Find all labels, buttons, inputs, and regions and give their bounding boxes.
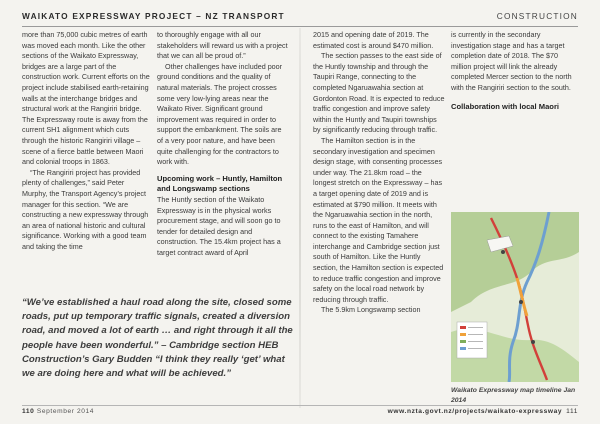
- paragraph: to thoroughly engage with all our stakeholders will reward us with a project that we can all be proud of.”: [157, 30, 288, 61]
- article-column-3: [313, 30, 445, 316]
- header-rule: [22, 26, 578, 27]
- paragraph: “The Rangiriri project has provided plenty of challenges,” said Peter Murphy, the Transport Agency’s project manager for this section. “We are constructing a new expressway through an area of national historic and cultural significance. Working with a good team and taking the time: [22, 167, 149, 251]
- paragraph: more than 75,000 cubic metres of earth was moved each month. Like the other sections of the Waikato Expressway, bridges are a large part of the construction work. Current efforts on the project include stabilised earth-retaining walls at the interchange bridges and structural work at the Rangiriri bridge. The Expressway route is away from the current SH1 alignment which cuts through the historic Rangiriri village – scene of a fierce battle between Maori and colonial troops in 1863.: [22, 30, 150, 167]
- subheading: Upcoming work – Huntly, Hamilton and Longswamp sections: [157, 173, 283, 194]
- pull-quote: “We’ve established a haul road along the site, closed some roads, put up temporary traffic signals, created a diversion road, and moved a lot of earth … and right through it all the people have been wonderful.” – Cambridge section HEB Construction’s Gary Budden “I think they really ‘get’ what we are doing here and what will be achieved.”: [22, 297, 293, 380]
- footer-left: [22, 408, 94, 415]
- paragraph: The Hamilton section is in the secondary investigation and specimen design stage, with consenting processes under way. The 21.8km road – the longest stretch on the Expressway – has a target opening date of 2019 and is estimated at $790 million. It meets with the Ngaruawahia section in the north, runs to the east of Hamilton, and will connect to the existing Tamahere interchange and Cambridge section just south of Hamilton. Like the Huntly section, the Hamilton section is expected to reduce traffic congestion and improve safety on the local road network by reducing through traffic.: [313, 135, 444, 304]
- map-town-marker: [531, 340, 535, 344]
- page-header: [22, 8, 578, 26]
- paragraph: The section passes to the east side of the Huntly township and through the Taupiri Range, connecting to the completed Ngaruawahia section at Gordonton Road. It is expected to reduce traffic congestion and improve safety within the Huntly and Taupiri townships by significantly reducing through traffic.: [313, 51, 445, 135]
- key-swatch: [460, 347, 466, 350]
- article-column-1: [22, 30, 151, 252]
- article-column-2: [157, 30, 289, 258]
- paragraph: The Huntly section of the Waikato Expressway is in the physical works procurement stage, and will soon go to tender for detailed design and construction. The 15.4km project has a target contract award of April: [157, 194, 281, 257]
- page-number-right: 111: [566, 408, 578, 415]
- article-column-4: [451, 30, 579, 112]
- paragraph: The 5.9km Longswamp section: [321, 305, 421, 315]
- footer-url: www.nzta.govt.nz/projects/waikato-expressway: [387, 408, 563, 415]
- issue-date: September 2014: [36, 408, 95, 415]
- paragraph: Other challenges have included poor ground conditions and the quality of natural materials. The project crosses some very low-lying areas near the Waikato River. Significant ground improvement was required in order to support the embankment. The soils are of a very poor nature, and have been quite challenging for the contractors to work with.: [157, 61, 283, 167]
- section-label: CONSTRUCTION: [496, 11, 578, 21]
- page-fold: [299, 28, 301, 408]
- expressway-map: [451, 212, 579, 382]
- map-town-marker: [519, 300, 523, 304]
- map-town-marker: [501, 250, 505, 254]
- publication-title: WAIKATO EXPRESSWAY PROJECT – NZ TRANSPORT: [22, 11, 285, 21]
- page-number-left: 110: [22, 408, 35, 415]
- paragraph: 2015 and opening date of 2019. The estimated cost is around $470 million.: [313, 30, 434, 50]
- map-caption: Waikato Expressway map timeline Jan 2014: [451, 387, 576, 404]
- key-swatch: [460, 333, 466, 336]
- paragraph: is currently in the secondary investigation stage and has a target completion date of 2018. The $70 million project will link the already completed Mercer section to the north with the Rangiriri section to the south.: [451, 30, 572, 92]
- subheading: Collaboration with local Maori: [451, 101, 560, 111]
- key-swatch: [460, 326, 466, 329]
- page-footer: [22, 406, 578, 420]
- key-swatch: [460, 340, 466, 343]
- footer-right: [388, 408, 578, 415]
